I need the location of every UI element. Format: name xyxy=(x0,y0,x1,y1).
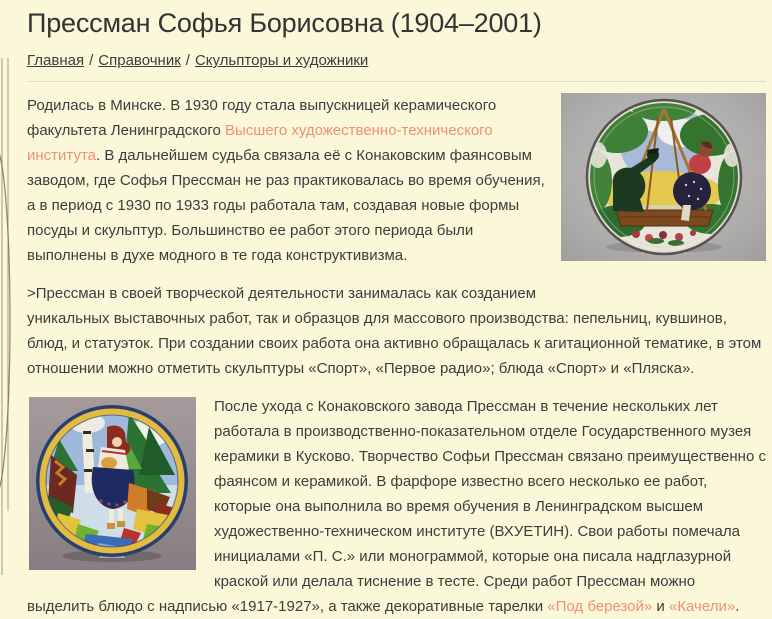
paragraph-text: После ухода с Конаковского завода Прессман в течение нескольких лет работала в производственно-показательном отделе Государственного музея керамики в Кусково. Творчество Софьи Прессман связано преимущественно с фаянсом и керамикой. В фарфоре известно всего несколько ее работ, которые она выполнила во время обучения в Ленинградском высшем художественно-техническом институте (ВХУЕТИН). Свои работы помечала инициалами «П. С.» или монограммой, которые она писала надглазурной краской или делала тиснение в тесте. Среди работ Прессман можно выделить блюдо с надписью «1917-1927», а также декоративные тарелки xyxy=(27,398,766,615)
article-page xyxy=(0,6,772,619)
breadcrumb-link-sculptors[interactable]: Скульпторы и художники xyxy=(194,52,369,69)
paragraph-text: и xyxy=(652,598,669,615)
breadcrumb-separator: / xyxy=(89,52,94,69)
article-content xyxy=(27,93,766,619)
paragraph-text: . В дальнейшем судьба связала её с Конаковским фаянсовым заводом, где Софья Прессман не раз практиковалась во время обучения, а в период с 1930 по 1933 годы работала там, создавая новые формы посуды и скульптур. Большинство ее работ этого периода были выполнены в духе модного в те года конструктивизма. xyxy=(27,147,545,264)
paragraph-biography-3-block xyxy=(27,394,766,619)
paragraph-text: уникальных выставочных работ, так и образцов для массового производства: пепельниц, кувшинов, блюд, и статуэток. При создании своих работа она активно обращалась к агитационной тематике, в этом отношении можно отметить скульптуры «Спорт», «Первое радио»; блюда «Спорт» и «Пляска». xyxy=(27,310,762,377)
breadcrumb xyxy=(27,52,766,69)
breadcrumb-link-home[interactable]: Главная xyxy=(27,52,85,69)
paragraph-text: >Прессман в своей творческой деятельности занималась как созданием xyxy=(27,285,537,302)
photo-plate-under-birch xyxy=(29,397,196,570)
page-title: Прессман Софья Борисовна (1904–2001) xyxy=(27,8,542,38)
link-plate-under-birch[interactable]: «Под березой» xyxy=(547,598,653,615)
photo-plate-swing-scene xyxy=(561,93,766,261)
link-plate-swing[interactable]: «Качели» xyxy=(668,598,736,615)
paragraph-biography-2 xyxy=(27,281,766,381)
breadcrumb-link-reference[interactable]: Справочник xyxy=(98,52,181,69)
divider xyxy=(27,81,766,82)
plate-swing-image xyxy=(561,93,766,261)
breadcrumb-separator: / xyxy=(185,52,190,69)
link-art-institute[interactable]: Высшего художественно-технического института xyxy=(27,122,493,164)
paragraph-text: . xyxy=(735,598,740,615)
plate-birch-image xyxy=(29,397,196,570)
paragraph-text: Родилась в Минске. В 1930 году стала выпускницей керамического факультета Ленинградского xyxy=(27,97,497,139)
